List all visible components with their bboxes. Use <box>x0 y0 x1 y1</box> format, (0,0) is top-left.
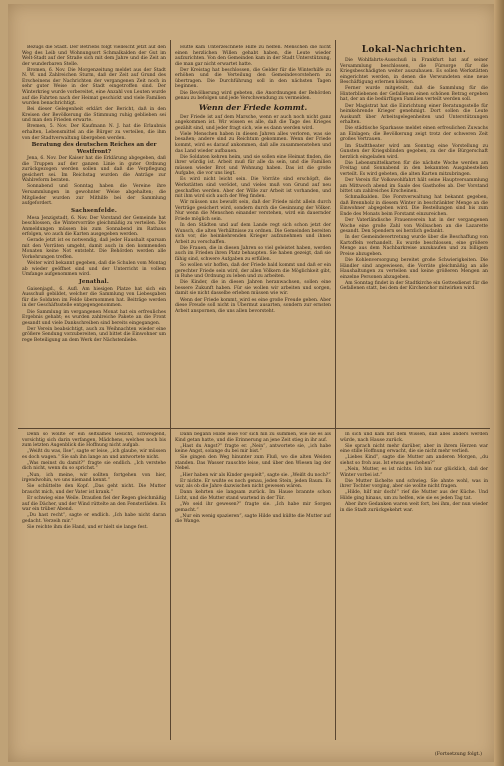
paragraph: Aber ihre Gedanken waren weit fort, bei ihm, der nun wieder in die Stadt zurückgekehrt war. <box>340 502 488 513</box>
feature-title: Wenn der Friede kommt. <box>198 102 308 112</box>
paragraph: Der Kreistag hat beschlossen, die Gelder für die Winterhilfe zu erhöhen und die Verteilung den Gemeindevorstehern zu übertragen. Die Durchführung soll in den nächsten Tagen beginnen. <box>175 67 331 90</box>
masthead-lokal: Lokal-Nachrichten. <box>361 45 467 55</box>
paragraph: Sie gingen den Weg hinunter zum Fluß, wo die alten Weiden standen. Das Wasser rauschte leise, und über den Wiesen lag der Nebel. <box>175 455 331 472</box>
paragraph: Die Bevölkerung wird gebeten, die Anordnungen der Behörden genau zu befolgen und jede Verschwendung zu vermeiden. <box>175 90 331 102</box>
story-column-middle <box>175 432 331 740</box>
paragraph: „Nun, ich meine, wir sollten fortgehen von hier, irgendwohin, wo uns niemand kennt.“ <box>22 472 166 484</box>
column-rule <box>335 40 336 740</box>
paragraph: Die Sammlung im vergangenen Monat hat ein erfreuliches Ergebnis gehabt; es wurden zahlreiche Pakete an die Front gesandt und viele Dankschreiben sind bereits eingegangen. <box>22 309 166 326</box>
paragraph: „Liebes Kind“, sagte die Mutter am anderen Morgen, „du siehst so froh aus. Ist etwas geschehen?“ <box>340 455 488 466</box>
paragraph: Die Soldaten kehren heim, und sie sollen eine Heimat finden, die ihrer würdig ist. Arbeit muß für alle da sein, und die Familien müssen wieder Brot und Wohnung haben. Das ist die große Aufgabe, die vor uns liegt. <box>175 154 331 177</box>
paragraph: „Nein, Mutter, es ist nichts. Ich bin nur glücklich, daß der Winter vorbei ist.“ <box>340 467 488 478</box>
paragraph: Dann begann Hilde leise vor sich hin zu summen, wie sie es als Kind getan hatte, und die Erinnerung an jene Zeit stieg in ihr auf. <box>175 432 331 443</box>
paragraph: Gerade jetzt ist es notwendig, daß jeder Haushalt sparsam mit den Vorräten umgeht, damit auch in den kommenden Monaten keine Not entsteht. Die Behörden werden alle Vorkehrungen treffen. <box>22 238 166 261</box>
paragraph: „Hilde, hilf mir doch!“ rief die Mutter aus der Küche. Und Hilde ging hinaus, um zu helfen, wie sie es jeden Tag tat. <box>340 490 488 501</box>
heading-jenathal: Jenathal. <box>78 278 110 285</box>
column-rule <box>170 40 171 740</box>
paragraph: Die Lebensmittelkarten für die nächste Woche werden am Freitag und Sonnabend in den bekannten Ausgabestellen verteilt. Es wird gebeten, die alten Karten mitzubringen. <box>340 160 488 177</box>
paragraph: Schmalkalden. Die Forstverwaltung hat bekannt gegeben, daß Brennholz in diesem Winter in beschränkter Menge an die Einwohner abgegeben wird. Die Bestellungen sind bis zum Ende des Monats beim Forstamt einzureichen. <box>340 195 488 217</box>
heading-westfront: Beratung des deutschen Reiches an der Westfront? <box>31 142 157 156</box>
story-column-left <box>22 432 166 740</box>
paragraph: Die Frauen, die in diesen Jahren so viel geleistet haben, werden auch im Frieden ihren Platz behaupten. Sie haben gezeigt, daß sie fähig sind, schwere Aufgaben zu erfüllen. <box>175 245 331 262</box>
paragraph: Ferner wurde mitgeteilt, daß die Sammlung für die Hinterbliebenen der Gefallenen einen schönen Betrag ergeben hat, der an die bedürftigen Familien verteilt werden soll. <box>340 86 488 103</box>
paragraph: Im Stadttheater wird am Sonntag eine Vorstellung zu Gunsten der Kriegsblinden gegeben, zu der die Bürgerschaft herzlich eingeladen wird. <box>340 143 488 160</box>
paragraph: Der Verein beabsichtigt, auch zu Weihnachten wieder eine größere Sendung vorzubereiten, und bittet die Einwohner um rege Beteiligung an dem Werk der Nächstenliebe. <box>22 326 166 343</box>
paragraph: Die städtische Sparkasse meldet einen erfreulichen Zuwachs an Einlagen; die Bevölkerung zeigt trotz der schweren Zeit großes Vertrauen. <box>340 126 488 143</box>
paragraph: Es wird nicht leicht sein. Die Vorräte sind erschöpft, die Werkstätten sind verödet, und vieles muß von Grund auf neu geschaffen werden. Aber der Wille zur Arbeit ist vorhanden, und mit ihm wird sich auch der Weg finden. <box>175 177 331 200</box>
paragraph: Der Verein für Volkswohlfahrt hält seine Hauptversammlung am Mittwoch abend im Saale des Gasthofes ab. Der Vorstand bittet um zahlreiches Erscheinen. <box>340 178 488 195</box>
continued-note: (Fortsetzung folgt.) <box>434 752 482 757</box>
story-column-right <box>340 432 488 737</box>
paragraph: In den Städten und auf dem Lande regt sich schon jetzt der Wunsch, die alten Verhältnisse zu ordnen. Die Gemeinden bereiten sich vor, die heimkehrenden Krieger aufzunehmen und ihnen Arbeit zu verschaffen. <box>175 223 331 245</box>
paragraph: „Nur ein wenig spazieren“, sagte Hilde und küßte die Mutter auf die Wange. <box>175 513 331 525</box>
paragraph: Die Mutter lächelte und schwieg. Sie ahnte wohl, was in ihrer Tochter vorging, aber sie wollte nicht fragen. <box>340 478 488 490</box>
heading-sachsenfelde: Sachsenfelde. <box>70 207 118 214</box>
paragraph: Hütte kam Unterzeichnete Hilfe zu helfen. Menschen die nicht einen herzlichen Willen gehabt haben, die Leute wieder aufzurichten. Von den Gemeinden kam in der Stadt Unterstützung, die man gar nicht erwartet hatte. <box>175 45 331 67</box>
paragraph: „Weißt du was, Ilse“, sagte er leise, „ich glaube, wir müssen es doch wagen.“ Sie sah ihn lange an und antwortete nicht. <box>22 449 166 460</box>
paragraph: „Was meinst du damit?“ fragte sie endlich. „Ich verstehe dich nicht, wenn du so sprichst.“ <box>22 460 166 472</box>
paragraph: In sich und kam mit dem Wissen, daß alles anders werden würde, nach Hause zurück. <box>340 432 488 443</box>
paragraph: „Wo seid ihr gewesen?“ fragte sie. „Ich habe mir Sorgen gemacht.“ <box>175 502 331 513</box>
paragraph: Sonnabend und Sonntag haben die Vereine ihre Versammlungen in gewohnter Weise abgehalten; die Mitglieder wurden zur Mithilfe bei der Sammlung aufgefordert. <box>22 184 166 207</box>
paragraph: Der Vaterländische Frauenverein hat in der vergangenen Woche eine große Zahl von Wollsachen an die Lazarette gesandt. Den Spendern sei herzlich gedankt. <box>340 218 488 235</box>
paragraph: In der Gemeindevertretung wurde über die Beschaffung von Kartoffeln verhandelt. Es wurde beschlossen, eine größere Menge aus dem Nachbarkreise anzukaufen und zu billigem Preise abzugeben. <box>340 235 488 257</box>
paragraph: Denn so wollte er ein seltsames Gesicht, schweigend, vorsichtig sich darin verfangen, Mädchens, welches noch bis zum letzten Augenblick die Hoffnung nicht aufgab. <box>22 432 166 449</box>
paragraph: Sie reichte ihm die Hand, und er hielt sie lange fest. <box>27 524 148 530</box>
paragraph: Bromen, 6. Nov. Die Morgenzeitung meldet aus der Stadt N. W. und Zahlreichen Sturm, daß der Zeit auf Grund des Erscheinens der Nachrichten der vergangenen Zeit noch in sehr guter Weise in der Stadt eingetroffen sind. Der Winterkrieg wurde vorbereitet, eine Anzahl von Leuten wurde auf die Fahrten nach der Heimat geschickt und viele Familien wurden benachrichtigt. <box>22 67 166 107</box>
paragraph: Bremen, 5. Nov. Der Kaufmann N. J. hat die Erlaubnis erhalten, Lebensmittel an die Bürger zu verteilen, die ihm von der Stadtverwaltung übergeben werden. <box>22 124 166 141</box>
paragraph: Weiter wird bekannt gegeben, daß die Schulen vom Montag ab wieder geöffnet sind und der Unterricht in vollem Umfange aufgenommen wird. <box>22 261 166 278</box>
paragraph: „Du hast recht“, sagte er endlich. „Ich habe nicht daran gedacht. Verzeih mir.“ <box>22 513 166 524</box>
paragraph: „Hier haben wir als Kinder gespielt“, sagte sie. „Weißt du noch?“ <box>180 472 331 478</box>
paragraph: Jena, 6. Nov. Der Kaiser hat die Erklärung abgegeben, daß die Truppen auf der ganzen Linie in guter Ordnung zurückgezogen werden sollen und daß die Verpflegung gesichert sei. Im Reichstag wurden die Anträge zur Wahlreform beraten. <box>22 156 166 184</box>
paragraph: Die Wohlfahrts-Ausschuß in Frankfurt hat auf seiner Versammlung beschlossen, die Fürsorge für die Kriegsbeschädigten weiter auszubauen. Es sollen Werkstätten eingerichtet werden, in denen die Verwundeten eine neue Beschäftigung erlernen können. <box>340 58 488 86</box>
paragraph: Die Kohlenversorgung bereitet große Schwierigkeiten. Die Händler sind angewiesen, die Vorräte gleichmäßig an alle Haushaltungen zu verteilen und keine größeren Mengen an einzelne Personen abzugeben. <box>340 258 488 280</box>
paragraph: Er nickte. Er wußte es noch genau, jeden Stein, jeden Baum. Es war, als ob die Jahre dazwischen nicht gewesen wären. <box>175 478 331 490</box>
paragraph: Bei dieser Gelegenheit erklärt der Bericht, daß in den Kreisen der Bevölkerung die Stimmung ruhig geblieben sei und man den Frieden erwarte. <box>22 107 166 124</box>
paragraph: Am Sonntag findet in der Stadtkirche ein Gottesdienst für die Gefallenen statt, bei dem der Kirchenchor mitwirken wird. <box>340 280 488 292</box>
paragraph: „Hast du Angst?“ fragte er. „Nein“, antwortete sie, „ich habe keine Angst, solange du bei mir bist.“ <box>175 443 331 455</box>
paragraph: Dann kehrten sie langsam zurück. Im Hause brannte schon Licht, und die Mutter stand wartend in der Tür. <box>175 490 331 501</box>
paragraph: Gaisenjagd., 6. Aufl. Am hiesigen Platze hat sich ein Ausschuß gebildet, welcher die Sammlung von Liebesgaben für die Soldaten im Felde übernommen hat. Beiträge werden in der Geschäftsstelle entgegengenommen. <box>22 286 166 309</box>
column-right <box>340 45 488 425</box>
paragraph: Wenn der Friede kommt, wird es eine große Freude geben. Aber diese Freude soll nicht in Übermut ausarten, sondern zur ernsten Arbeit anspornen, die uns allen bevorsteht. <box>175 297 331 314</box>
paragraph: Sie sprach nicht mehr darüber, aber in ihrem Herzen war eine stille Hoffnung erwacht, die sie nicht mehr verließ. <box>340 443 488 455</box>
paragraph: So wollen wir hoffen, daß der Friede bald kommt und daß er ein gerechter Friede sein wird, der allen Völkern die Möglichkeit gibt, in Ruhe und Ordnung zu leben und zu arbeiten. <box>175 263 331 280</box>
paragraph: Er schwieg eine Weile. Draußen fiel der Regen gleichmäßig auf die Dächer, und der Wind rüttelte an den Fensterläden. Es war ein trüber Abend. <box>22 495 166 513</box>
paragraph: Der Friede ist auf dem Marsche, wenn er auch noch nicht ganz angekommen ist. Wir wissen es alle, daß die Tage des Krieges gezählt sind, und jeder fragt sich, wie es dann werden wird. <box>175 114 331 131</box>
paragraph: Bezugs die Stadt. Der Betriebs folgt vielleicht jetzt auf den Weg des Leib und Wohnungsort Schmalkalden der Gut im Welt-Stadt auf der Straße sich mit dem Jahre und die Zeit an der wunderbaren Stelle. <box>22 45 166 67</box>
page-edge <box>494 0 504 766</box>
paragraph: Der Magistrat hat die Einrichtung einer Beratungsstelle für heimkehrende Krieger genehmigt. Dort sollen die Leute Auskunft über Arbeitsgelegenheiten und Unterstützungen erhalten. <box>340 103 488 126</box>
paragraph: Viele Menschen haben in diesen Jahren alles verloren, was sie besaßen; andere sind zu Reichtum gekommen. Wenn der Friede kommt, wird es darauf ankommen, daß alle zusammenstehen und das Land wieder aufbauen. <box>175 131 331 154</box>
paragraph: Wir müssen uns bewußt sein, daß der Friede nicht allein durch Verträge gesichert wird, sondern durch die Gesinnung der Völker. Nur wenn die Menschen einander verstehen, wird ein dauernder Friede möglich sein. <box>175 200 331 222</box>
column-middle <box>175 45 331 425</box>
paragraph: Sie schüttelte den Kopf. „Das geht nicht. Die Mutter braucht mich, und der Vater ist krank.“ <box>22 484 166 495</box>
paragraph: Die Kinder, die in diesen Jahren heranwachsen, sollen eine bessere Zukunft haben. Für sie wollen wir arbeiten und sorgen, damit sie nicht dasselbe erleben müssen wie wir. <box>175 280 331 297</box>
paragraph: Mesa Jenzigstadt, 6. Nov. Der Vorstand der Gemeinde hat beschlossen, die Wintervorräte gleichmäßig zu verteilen. Die Anmeldungen müssen bis zum Sonnabend im Rathaus erfolgen, wo auch die Karten ausgegeben werden. <box>22 215 166 238</box>
column-left <box>22 45 166 425</box>
section-rule <box>18 428 490 429</box>
